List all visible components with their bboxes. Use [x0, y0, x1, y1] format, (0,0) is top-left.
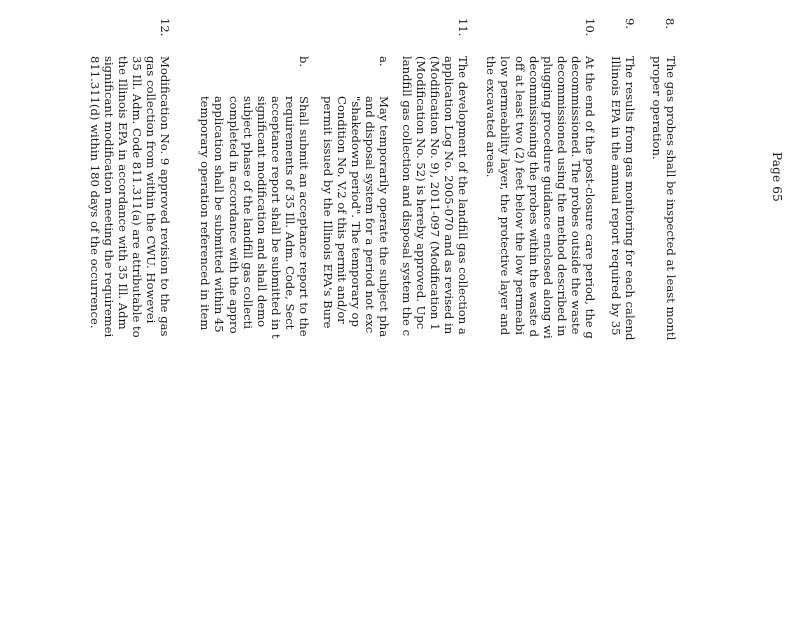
text-line: Condition No. V.2 of this permit and/or: [334, 96, 349, 324]
text-line: decommissioned. The probes outside the waste: [568, 56, 583, 335]
text-line: Modification No. 9 approved revision to the gas: [158, 56, 172, 337]
text-line: landfill gas collection and disposal system the c: [399, 56, 414, 337]
item-number: 9.: [623, 18, 637, 30]
text-line: plugging procedure guidance enclosed along wi: [540, 56, 555, 339]
sub-item-text: [198, 96, 311, 339]
text-line: (Modification No. 9), 2011-097 (Modification 1: [427, 56, 442, 331]
text-line: application shall be submitted within 45: [212, 96, 227, 333]
text-line: permit issued by the Illinois EPA's Bure: [320, 96, 335, 329]
text-line: significant modification and shall demo: [254, 96, 269, 328]
item-number: 12.: [158, 18, 172, 37]
text-line: application Log No. 2005-070 and as revised in: [441, 56, 456, 335]
text-line: Illinois EPA in the annual report required by 35: [608, 56, 623, 336]
sub-item-text: [321, 96, 391, 337]
text-line: and disposal system for a period not exc: [362, 96, 377, 334]
text-line: (Modification No. 52) is hereby approved. Upc: [413, 56, 428, 330]
text-line: acceptance report shall be submitted in t: [268, 96, 283, 339]
text-line: Shall submit an acceptance report to the: [297, 96, 311, 337]
item-text: [484, 56, 597, 339]
item-number: 10.: [583, 18, 597, 37]
text-line: 35 Ill. Adm. Code 811.311(a) are attributable to: [129, 56, 144, 338]
text-line: temporary operation referenced in item: [198, 96, 213, 331]
text-line: low permeability layer, the protective layer and: [498, 56, 513, 336]
text-line: The gas probes shall be inspected at least montl: [664, 56, 678, 341]
text-line: 811.311(d) within 180 days of the occurrence.: [87, 56, 102, 329]
text-line: May temporarily operate the subject pha: [377, 96, 391, 338]
text-line: "shakedown period". The temporary op: [348, 96, 363, 327]
text-line: The results from gas monitoring for each calend: [623, 56, 637, 341]
text-line: requirements of 35 Ill. Adm. Code, Sect: [282, 96, 297, 330]
item-number: 11.: [456, 18, 470, 37]
text-line: decommissioning the probes within the waste d: [526, 56, 541, 338]
text-line: The development of the landfill gas collection a: [456, 56, 470, 335]
text-line: significant modification meeting the requiremei: [101, 56, 116, 338]
text-line: subject phase of the landfill gas collecti: [240, 96, 255, 329]
sub-item-letter: b.: [297, 56, 311, 68]
item-text: [609, 56, 637, 340]
sub-item-letter: a.: [377, 56, 391, 67]
item-text: [87, 56, 172, 338]
text-line: proper operation.: [649, 56, 664, 160]
page-number: Page 65: [770, 152, 784, 202]
text-line: the Illinois EPA in accordance with 35 Ill. Adm: [115, 56, 130, 330]
text-line: At the end of the post-closure care period, the g: [583, 56, 597, 339]
text-line: off at least two (2) feet below the low permeabi: [512, 56, 527, 335]
item-text: [400, 56, 470, 336]
text-line: gas collection from within the CWU. Howevei: [143, 56, 158, 324]
text-line: decommissioned using the method described in: [554, 56, 569, 337]
text-line: completed in accordance with the appro: [226, 96, 241, 334]
text-line: the excavated areas.: [484, 56, 499, 178]
item-number: 8.: [663, 18, 677, 30]
item-text: [650, 56, 678, 340]
